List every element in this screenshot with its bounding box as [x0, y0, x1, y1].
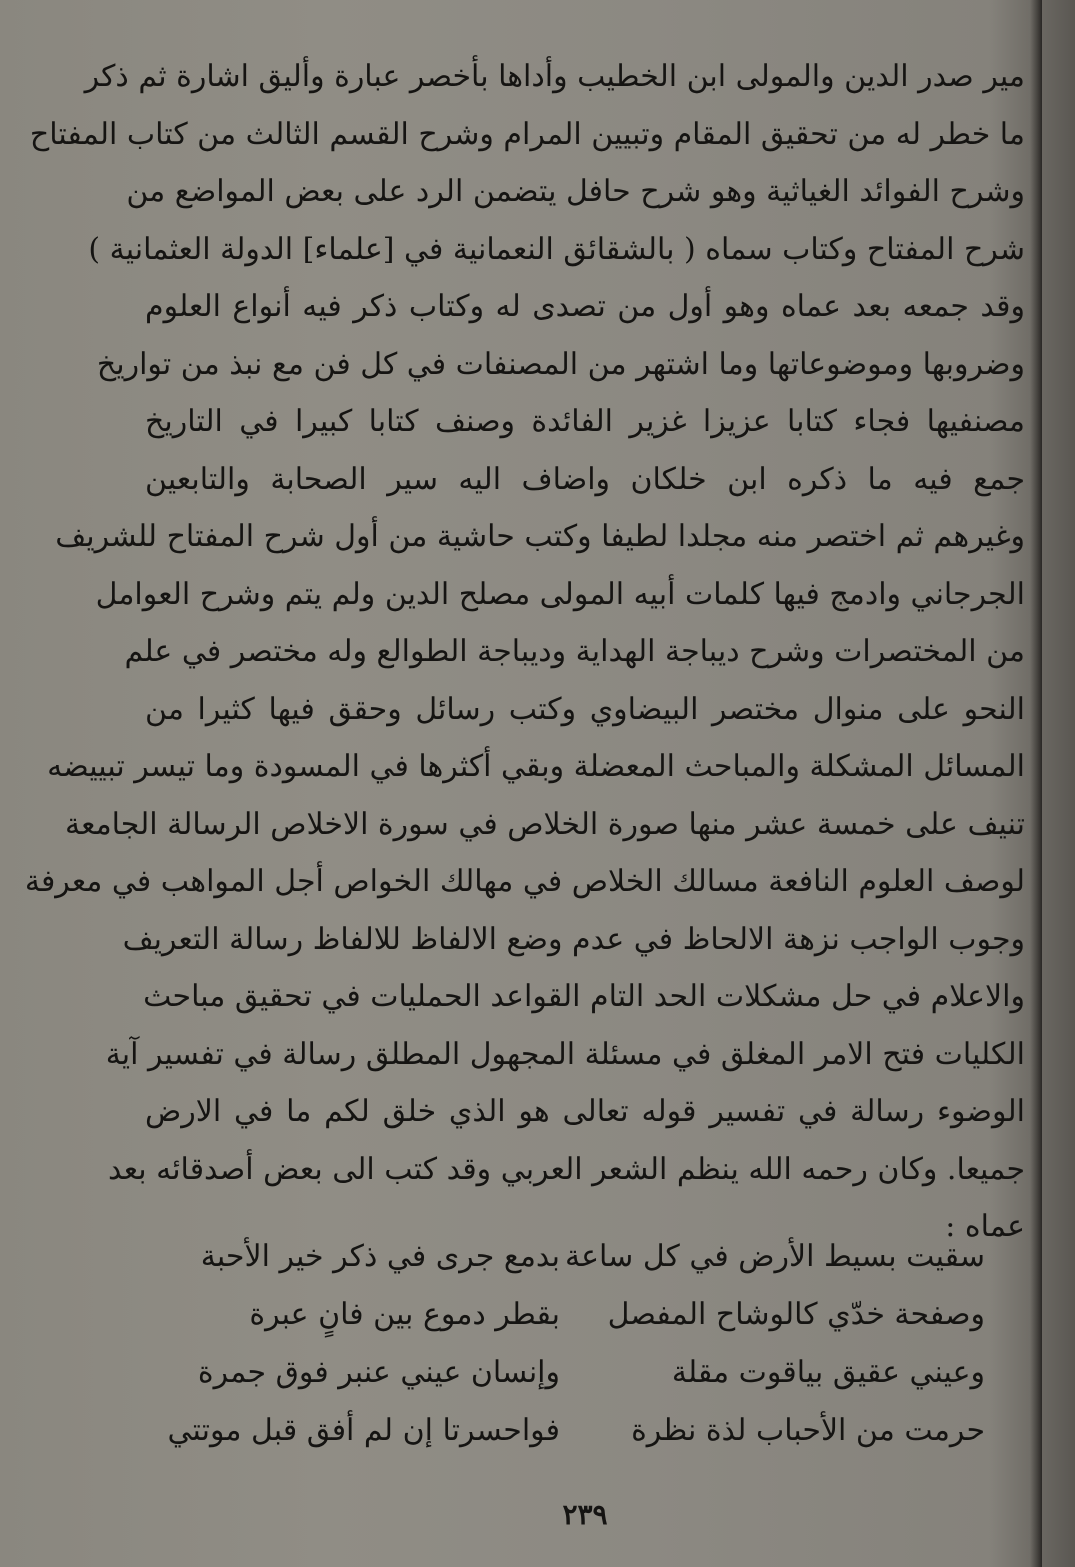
text-line: وضروبها وموضوعاتها وما اشتهر من المصنفات في كل فن مع نبذ من تواريخ [96, 346, 1025, 382]
verse-second-hemistich: فواحسرتا إن لم أفق قبل موتتي [167, 1413, 560, 1448]
text-line: جميعا. وكان رحمه الله ينظم الشعر العربي وقد كتب الى بعض أصدقائه بعد [108, 1151, 1025, 1187]
text-line: مير صدر الدين والمولى ابن الخطيب وأداها بأخصر عبارة وأليق اشارة ثم ذكر [84, 59, 1025, 94]
text-line: وجوب الواجب نزهة الالحاظ في عدم وضع الالفاظ للالفاظ رسالة التعريف [122, 921, 1025, 957]
verse-first-hemistich: حرمت من الأحباب لذة نظرة [631, 1413, 985, 1448]
text-line: وغيرهم ثم اختصر منه مجلدا لطيفا وكتب حاشية من أول شرح المفتاح للشريف [55, 519, 1025, 554]
text-line: والاعلام في حل مشكلات الحد التام القواعد الحمليات في تحقيق مباحث [143, 979, 1025, 1014]
text-line: شرح المفتاح وكتاب سماه ( بالشقائق النعمانية في [علماء] الدولة العثمانية ) [88, 231, 1025, 267]
verse [175, 1344, 985, 1402]
text-line: جمع فيه ما ذكره ابن خلكان واضاف اليه سير الصحابة والتابعين [145, 461, 1025, 497]
poem [167, 1228, 985, 1460]
text-line: وقد جمعه بعد عماه وهو أول من تصدى له وكتاب ذكر فيه أنواع العلوم [145, 289, 1025, 324]
verse [167, 1402, 985, 1460]
text-line: الكليات فتح الامر المغلق في مسئلة المجهول المطلق رسالة في تفسير آية [105, 1036, 1025, 1072]
text-line: الجرجاني وادمج فيها كلمات أبيه المولى مصلح الدين ولم يتم وشرح العوامل [95, 576, 1025, 612]
verse [175, 1286, 985, 1344]
text-line: المسائل المشكلة والمباحث المعضلة وبقي أكثرها في المسودة وما تيسر تبييضه [47, 749, 1025, 784]
text-line: الوضوء رسالة في تفسير قوله تعالى هو الذي خلق لكم ما في الارض [145, 1094, 1025, 1129]
text-line: ما خطر له من تحقيق المقام وتبيين المرام وشرح القسم الثالث من كتاب المفتاح [29, 116, 1025, 152]
text-line: عماه : [945, 1209, 1025, 1244]
verse-second-hemistich: بقطر دموع بين فانٍ عبرة [249, 1297, 560, 1332]
text-line: مصنفيها فجاء كتابا عزيزا غزير الفائدة وصنف كتابا كبيرا في التاريخ [145, 404, 1025, 439]
verse-second-hemistich: بدمع جرى في ذكر خير الأحبة [200, 1239, 560, 1274]
text-line: لوصف العلوم النافعة مسالك الخلاص في مهالك الخواص أجل المواهب في معرفة [24, 864, 1025, 899]
text-line: تنيف على خمسة عشر منها صورة الخلاص في سورة الاخلاص الرسالة الجامعة [65, 806, 1025, 842]
paragraph-text [24, 48, 1025, 1256]
text-line: من المختصرات وشرح ديباجة الهداية وديباجة الطوالع وله مختصر في علم [124, 634, 1025, 669]
text-line: وشرح الفوائد الغياثية وهو شرح حافل يتضمن الرد على بعض المواضع من [126, 174, 1025, 209]
verse-second-hemistich: وإنسان عيني عنبر فوق جمرة [197, 1355, 560, 1390]
verse-first-hemistich: سقيت بسيط الأرض في كل ساعة [565, 1239, 985, 1274]
verse [175, 1228, 985, 1286]
verse-first-hemistich: وصفحة خدّي كالوشاح المفصل [607, 1297, 985, 1332]
verse-first-hemistich: وعيني عقيق بياقوت مقلة [671, 1355, 985, 1390]
page-number: ٢٣٩ [562, 1498, 608, 1531]
text-line: النحو على منوال مختصر البيضاوي وكتب رسائل وحقق فيها كثيرا من [145, 691, 1025, 727]
